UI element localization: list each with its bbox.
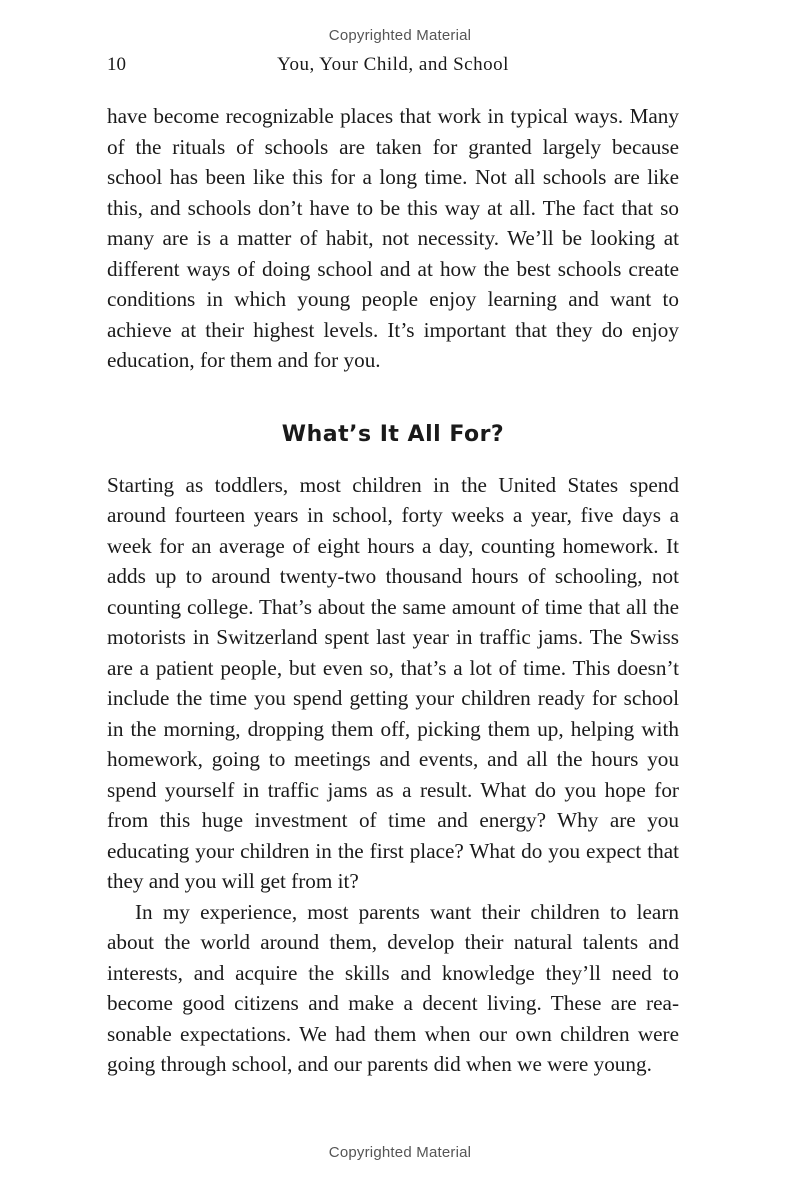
body-paragraph-1: Starting as toddlers, most children in the United States spend around fourteen years in school, forty weeks a year, five days a week for an average of eight hours a day, counting homework. It adds up to around twenty-two thousand hours of schooling, not counting college. That’s about the same amount of time that all the motorists in Switzerland spent last year in traffic jams. The Swiss are a patient people, but even so, that’s a lot of time. This doesn’t include the time you spend getting your children ready for school in the morning, dropping them off, picking them up, helping with homework, going to meetings and events, and all the hours you spend yourself in traffic jams as a result. What do you hope for from this huge investment of time and energy? Why are you educating your children in the first place? What do you expect that they and you will get from it?	[107, 472, 679, 893]
copyright-watermark-bottom: Copyrighted Material	[328, 1144, 472, 1161]
section-heading: What’s It All For?	[281, 421, 505, 447]
body-paragraph-2: In my experience, most parents want their children to learn about the world around them, develop their natural talents and interests, and acquire the skills and knowledge they’ll need to become good citizens and make a decent living. These are reasonable expectations. We had them when our own children were going through school, and our parents did when we were young.	[107, 899, 679, 1076]
page-body	[107, 101, 679, 1080]
page-number: 10	[107, 54, 126, 75]
intro-paragraph: have become recognizable places that work in typical ways. Many of the rituals of schools are taken for granted largely because school has been like this for a long time. Not all schools are like this, and schools don’t have to be this way at all. The fact that so many are is a matter of habit, not necessity. We’ll be looking at different ways of doing school and at how the best schools create conditions in which young people enjoy learning and want to achieve at their highest levels. It’s important that they do enjoy education, for them and for you.	[107, 104, 679, 372]
running-title: You, Your Child, and School	[277, 54, 509, 75]
running-header	[107, 54, 679, 78]
copyright-watermark-top: Copyrighted Material	[328, 27, 472, 44]
